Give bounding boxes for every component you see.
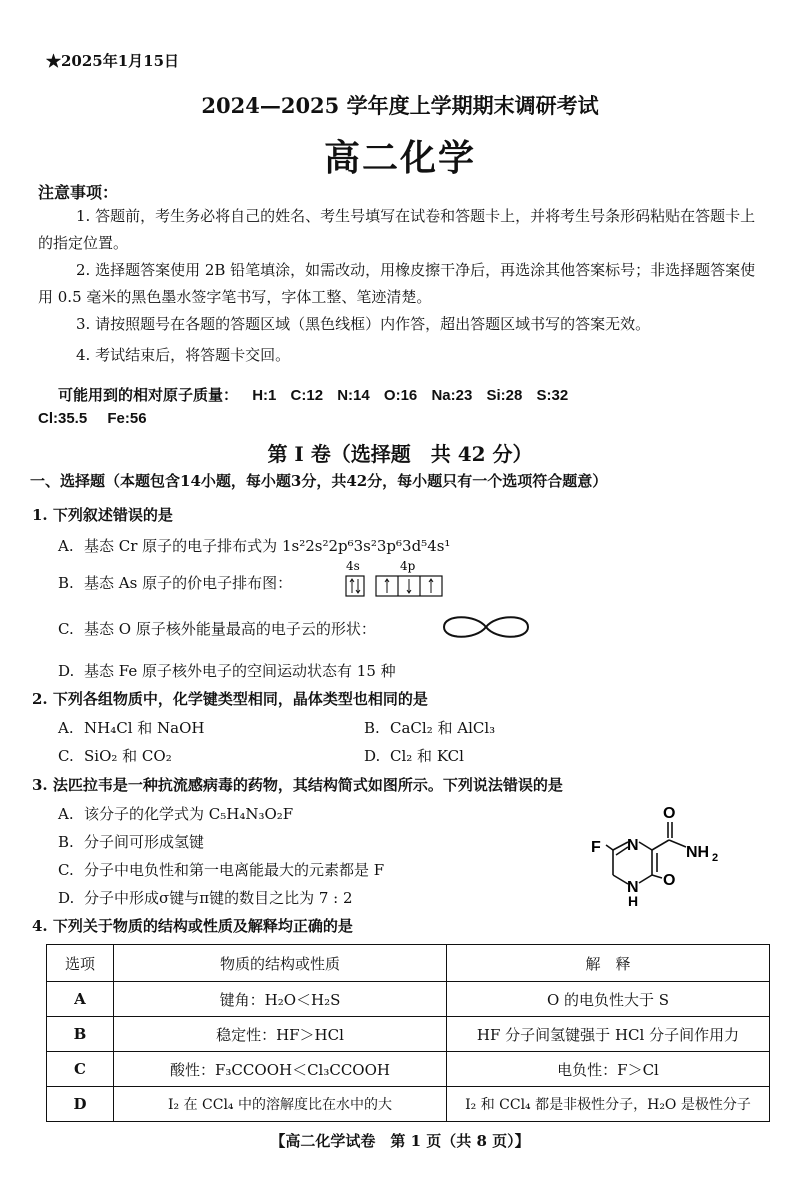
- table-cell: 酸性：F₃CCOOH＜Cl₃CCOOH: [114, 1052, 447, 1087]
- note-item: 1. 答题前，考生务必将自己的姓名、考生号填写在试卷和答题卡上，并将考生号条形码粘贴在答题卡上的指定位置。: [38, 207, 756, 252]
- mass-value: Na:23: [431, 387, 473, 404]
- q1-option-d: D. 基态 Fe 原子核外电子的空间运动状态有 15 种: [58, 662, 396, 680]
- atomic-masses-2: [38, 410, 163, 427]
- table-row: [47, 982, 770, 1017]
- note-item: 4. 考试结束后，将答题卡交回。: [76, 346, 291, 364]
- table-cell: I₂ 在 CCl₄ 中的溶解度比在水中的大: [114, 1087, 447, 1122]
- svg-text:F: F: [591, 839, 601, 856]
- q1-stem: 1. 下列叙述错误的是: [32, 506, 173, 524]
- table-cell: 键角：H₂O＜H₂S: [114, 982, 447, 1017]
- q2-option-c: C. SiO₂ 和 CO₂: [58, 747, 172, 765]
- section-instruction: 一、选择题（本题包含14小题，每小题3分，共42分，每小题只有一个选项符合题意）: [30, 472, 608, 490]
- section-title: 第 I 卷（选择题 共 42 分）: [267, 442, 533, 466]
- p-orbital-shape: [440, 612, 532, 642]
- q1-option-b: B. 基态 As 原子的价电子排布图：: [58, 574, 293, 592]
- q2-option-a: A. NH₄Cl 和 NaOH: [58, 719, 205, 737]
- q4-stem: 4. 下列关于物质的结构或性质及解释均正确的是: [32, 917, 353, 935]
- svg-text:N: N: [627, 879, 639, 896]
- table-cell: B: [47, 1017, 114, 1052]
- note-item: 2. 选择题答案使用 2B 铅笔填涂，如需改动，用橡皮擦干净后，再选涂其他答案标号；非选择题答案使用 0.5 毫米的黑色墨水签字笔书写，字体工整、笔迹清楚。: [38, 261, 756, 306]
- exam-title: 2024—2025 学年度上学期期末调研考试: [201, 93, 599, 118]
- table-cell: I₂ 和 CCl₄ 都是非极性分子，H₂O 是极性分子: [447, 1087, 770, 1122]
- table-row: [47, 1052, 770, 1087]
- q3-option-b: B. 分子间可形成氢键: [58, 833, 205, 851]
- svg-text:N: N: [627, 837, 639, 854]
- mass-value: S:32: [536, 387, 569, 404]
- q3-option-c: C. 分子中电负性和第一电离能最大的元素都是 F: [58, 861, 385, 879]
- orbital-diagram: [342, 558, 446, 602]
- table-row: [47, 1087, 770, 1122]
- mass-value: Si:28: [486, 387, 523, 404]
- atomic-masses: [58, 384, 578, 405]
- q3-option-a: A. 该分子的化学式为 C₅H₄N₃O₂F: [58, 805, 294, 823]
- svg-text:O: O: [663, 805, 676, 822]
- table-cell: D: [47, 1087, 114, 1122]
- mass-value: Fe:56: [107, 410, 147, 427]
- svg-text:2: 2: [712, 852, 719, 864]
- svg-text:H: H: [628, 893, 639, 909]
- q2-stem: 2. 下列各组物质中，化学键类型相同，晶体类型也相同的是: [32, 690, 428, 708]
- subject-title: 高二化学: [323, 137, 476, 179]
- masses-label: 可能用到的相对原子质量：: [58, 387, 239, 404]
- table-cell: 稳定性：HF＞HCl: [114, 1017, 447, 1052]
- table-cell: A: [47, 982, 114, 1017]
- svg-text:4p: 4p: [400, 559, 416, 573]
- svg-text:O: O: [663, 872, 676, 889]
- table-row: [47, 1017, 770, 1052]
- q4-table: [46, 944, 770, 1122]
- table-cell: O 的电负性大于 S: [447, 982, 770, 1017]
- mass-value: O:16: [383, 387, 418, 404]
- mass-value: C:12: [290, 387, 324, 404]
- notes-title: 注意事项：: [38, 183, 119, 202]
- note-item: 3. 请按照题号在各题的答题区域（黑色线框）内作答，超出答题区域书写的答案无效。: [76, 315, 651, 333]
- table-header-cell: 选项: [47, 945, 114, 982]
- exam-date: ★2025年1月15日: [46, 52, 180, 70]
- q1-option-c: C. 基态 O 原子核外能量最高的电子云的形状：: [58, 620, 376, 638]
- table-cell: C: [47, 1052, 114, 1087]
- favipiravir-structure: [582, 800, 732, 910]
- q3-stem: 3. 法匹拉韦是一种抗流感病毒的药物，其结构简式如图所示。下列说法错误的是: [32, 776, 563, 794]
- table-cell: 电负性：F＞Cl: [447, 1052, 770, 1087]
- svg-text:4s: 4s: [346, 559, 360, 573]
- page-footer: 【高二化学试卷 第 1 页（共 8 页）】: [270, 1132, 530, 1150]
- svg-text:NH: NH: [686, 844, 710, 861]
- table-cell: HF 分子间氢键强于 HCl 分子间作用力: [447, 1017, 770, 1052]
- q2-option-d: D. Cl₂ 和 KCl: [364, 747, 464, 765]
- mass-value: H:1: [252, 387, 277, 404]
- q1-option-a: A. 基态 Cr 原子的电子排布式为 1s²2s²2p⁶3s²3p⁶3d⁵4s¹: [58, 537, 451, 555]
- mass-value: Cl:35.5: [38, 410, 88, 427]
- table-header-cell: 物质的结构或性质: [114, 945, 447, 982]
- q2-option-b: B. CaCl₂ 和 AlCl₃: [364, 719, 496, 737]
- table-header-row: [47, 945, 770, 982]
- mass-value: N:14: [337, 387, 370, 404]
- q3-option-d: D. 分子中形成σ键与π键的数目之比为 7 : 2: [58, 889, 353, 907]
- table-header-cell: 解 释: [447, 945, 770, 982]
